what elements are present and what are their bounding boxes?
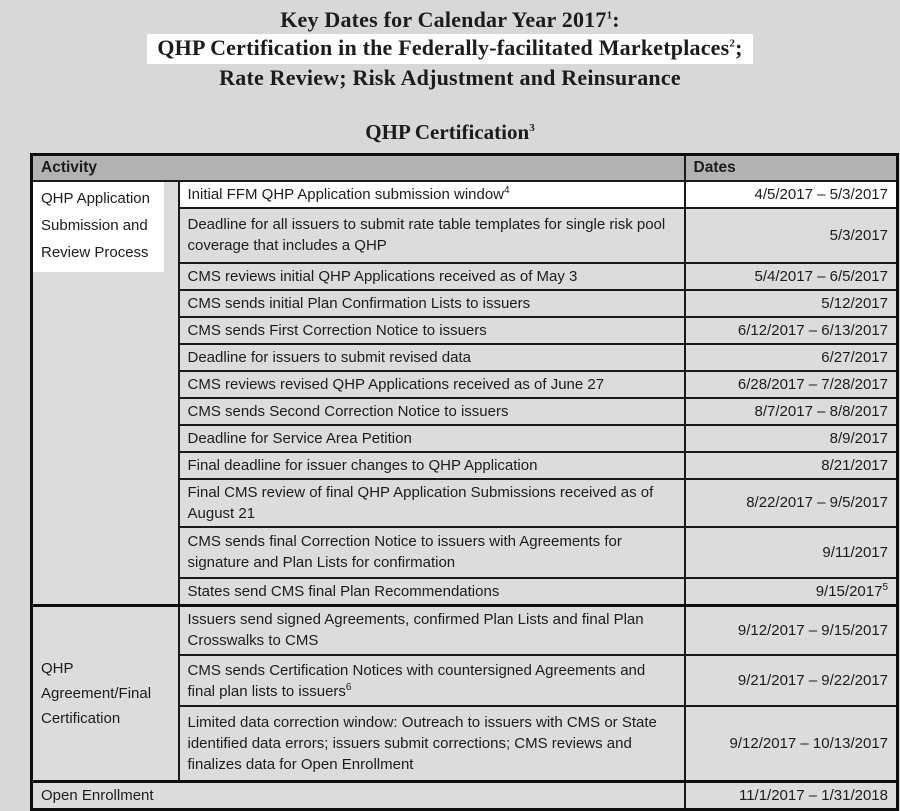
highlighted-title-text bbox=[147, 34, 752, 64]
activity-group-label bbox=[41, 656, 174, 731]
description-cell: Deadline for Service Area Petition bbox=[179, 425, 685, 452]
date-cell: 6/12/2017 – 6/13/2017 bbox=[685, 317, 898, 344]
qhp-certification-table bbox=[30, 153, 899, 811]
activity-group-label-line: Agreement/Final bbox=[41, 684, 152, 702]
title-line-1 bbox=[0, 6, 900, 34]
description-cell: Initial FFM QHP Application submission window$^4$ bbox=[179, 181, 685, 208]
date-cell: 9/12/2017 – 10/13/2017 bbox=[685, 706, 898, 781]
footnote-marker-2: 2 bbox=[729, 37, 736, 50]
description-cell: States send CMS final Plan Recommendations bbox=[179, 578, 685, 606]
date-cell: 11/1/2017 – 1/31/2018 bbox=[685, 781, 898, 809]
description-cell: CMS reviews revised QHP Applications received as of June 27 bbox=[179, 371, 685, 398]
date-cell: 9/21/2017 – 9/22/2017 bbox=[685, 655, 898, 706]
description-cell: CMS sends initial Plan Confirmation Lists to issuers bbox=[179, 290, 685, 317]
title-text-tail: ; bbox=[735, 35, 743, 60]
footnote-marker-5: 5 bbox=[882, 581, 888, 593]
activity-column-header: Activity bbox=[32, 155, 685, 181]
date-cell: 4/5/2017 – 5/3/2017 bbox=[685, 181, 898, 208]
date-cell: 9/11/2017 bbox=[685, 527, 898, 578]
title-text-tail: : bbox=[612, 7, 620, 32]
table-row bbox=[32, 181, 898, 208]
description-cell: Final CMS review of final QHP Application Submissions received as of August 21 bbox=[179, 479, 685, 527]
date-cell: 8/21/2017 bbox=[685, 452, 898, 479]
activity-group-cell bbox=[32, 605, 179, 781]
date-cell: 9/15/2017$^5$ bbox=[685, 578, 898, 606]
description-cell: CMS reviews initial QHP Applications received as of May 3 bbox=[179, 263, 685, 290]
date-cell: 9/12/2017 – 9/15/2017 bbox=[685, 605, 898, 655]
title-text: Rate Review; Risk Adjustment and Reinsurance bbox=[219, 65, 681, 90]
title-line-2 bbox=[0, 34, 900, 64]
description-cell: Deadline for issuers to submit revised data bbox=[179, 344, 685, 371]
section-title-text: QHP Certification bbox=[365, 120, 530, 144]
activity-group-label-line: QHP bbox=[41, 659, 74, 677]
activity-group-label-line: Certification bbox=[41, 709, 121, 727]
date-cell: 5/4/2017 – 6/5/2017 bbox=[685, 263, 898, 290]
footnote-marker-4: 4 bbox=[504, 184, 510, 196]
title-line-3 bbox=[0, 64, 900, 92]
date-cell: 8/7/2017 – 8/8/2017 bbox=[685, 398, 898, 425]
table-row bbox=[32, 781, 898, 809]
description-cell: CMS sends First Correction Notice to issuers bbox=[179, 317, 685, 344]
title-text: Key Dates for Calendar Year 2017 bbox=[280, 7, 607, 32]
description-cell: Final deadline for issuer changes to QHP Application bbox=[179, 452, 685, 479]
activity-group-label-line: Review Process bbox=[41, 243, 149, 261]
description-cell: Issuers send signed Agreements, confirmed Plan Lists and final Plan Crosswalks to CMS bbox=[179, 605, 685, 655]
description-cell: Limited data correction window: Outreach to issuers with CMS or State identified data errors; issuers submit corrections; CMS reviews and finalizes data for Open Enrollment bbox=[179, 706, 685, 781]
date-cell: 5/3/2017 bbox=[685, 208, 898, 263]
table-row bbox=[32, 605, 898, 655]
title-text: QHP Certification in the Federally-facilitated Marketplaces bbox=[157, 35, 730, 60]
date-cell: 8/22/2017 – 9/5/2017 bbox=[685, 479, 898, 527]
section-title bbox=[0, 119, 900, 145]
description-cell: CMS sends Second Correction Notice to issuers bbox=[179, 398, 685, 425]
date-cell: 6/27/2017 bbox=[685, 344, 898, 371]
description-cell: CMS sends final Correction Notice to issuers with Agreements for signature and Plan Lists for confirmation bbox=[179, 527, 685, 578]
date-cell: 6/28/2017 – 7/28/2017 bbox=[685, 371, 898, 398]
footnote-marker-6: 6 bbox=[345, 681, 352, 693]
date-cell: 5/12/2017 bbox=[685, 290, 898, 317]
description-cell: CMS sends Certification Notices with countersigned Agreements and final plan lists to issuers$^6$ bbox=[179, 655, 685, 706]
activity-group-label-line: QHP Application bbox=[41, 189, 150, 207]
description-cell: Deadline for all issuers to submit rate table templates for single risk pool coverage that includes a QHP bbox=[179, 208, 685, 263]
activity-group-label-line: Submission and bbox=[41, 216, 148, 234]
dates-column-header: Dates bbox=[685, 155, 898, 181]
footnote-marker-1: 1 bbox=[606, 9, 613, 22]
open-enrollment-cell: Open Enrollment bbox=[32, 781, 685, 809]
activity-group-label bbox=[33, 182, 164, 272]
date-cell: 8/9/2017 bbox=[685, 425, 898, 452]
header-row bbox=[32, 155, 898, 181]
footnote-marker-3: 3 bbox=[529, 122, 535, 134]
document-title-block bbox=[0, 0, 900, 145]
activity-group-cell bbox=[32, 181, 179, 606]
